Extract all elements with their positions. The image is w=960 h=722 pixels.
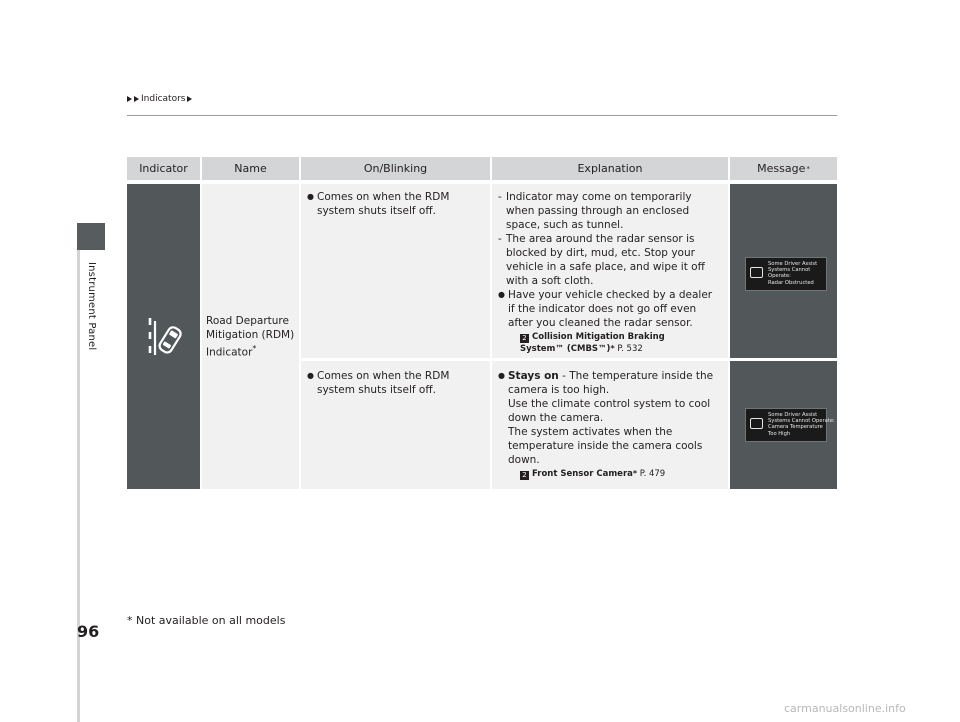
breadcrumb <box>127 94 192 104</box>
on-blinking-2: ● Comes on when the RDM system shuts itself off. <box>301 361 490 489</box>
header-rule <box>127 115 837 116</box>
message-cell-2 <box>730 361 837 489</box>
header-explanation: Explanation <box>492 157 728 180</box>
explanation-item: - Indicator may come on temporarily when passing through an enclosed space, such as tunnel. <box>498 191 692 231</box>
header-message: Message * <box>730 157 837 180</box>
explanation-item: ● Have your vehicle checked by a dealer if the indicator does not go off even after you cleaned the radar sensor. <box>498 289 713 329</box>
indicator-table <box>127 157 837 489</box>
radar-sensor-icon <box>750 267 763 278</box>
breadcrumb-arrow-icon <box>187 96 192 102</box>
breadcrumb-label[interactable]: Indicators <box>141 94 186 104</box>
camera-icon <box>750 418 763 429</box>
reference-arrow-icon: 2 <box>520 334 529 343</box>
radar-obstructed-message-screen: Some Driver Assist Systems Cannot Operate: Radar Obstructed <box>745 257 827 291</box>
rdm-indicator-icon <box>145 315 183 359</box>
footnote: * Not available on all models <box>127 614 286 627</box>
explanation-item: - The area around the radar sensor is blocked by dirt, mud, etc. Stop your vehicle in a safe place, and wipe it off with a soft cloth. <box>498 233 705 287</box>
section-tab-bar <box>77 250 80 722</box>
section-label: Instrument Panel <box>86 262 97 351</box>
page-number: 96 <box>77 622 100 641</box>
reference-arrow-icon: 2 <box>520 471 529 480</box>
watermark: carmanualsonline.info <box>784 702 906 715</box>
breadcrumb-arrow-icon <box>127 96 132 102</box>
message-cell-1 <box>730 184 837 358</box>
indicator-name: Road Departure Mitigation (RDM) Indicator* <box>202 184 299 489</box>
header-indicator: Indicator <box>127 157 200 180</box>
breadcrumb-arrow-icon <box>134 96 139 102</box>
camera-temperature-message-screen: Some Driver Assist Systems Cannot Operate: Camera Temperature Too High <box>745 408 827 442</box>
section-tab-block <box>77 223 105 250</box>
cross-reference-link[interactable]: 2 Collision Mitigation Braking System™ (CMBS™)* P. 532 <box>520 332 665 354</box>
rdm-indicator-cell <box>127 184 200 489</box>
on-blinking-1: ● Comes on when the RDM system shuts itself off. <box>301 184 490 358</box>
cross-reference-link[interactable]: 2 Front Sensor Camera* P. 479 <box>498 468 722 480</box>
header-on-blinking: On/Blinking <box>301 157 490 180</box>
explanation-1 <box>492 184 728 358</box>
header-name: Name <box>202 157 299 180</box>
explanation-2: ● Stays on - The temperature inside the camera is too high. Use the climate control system to cool down the camera. The system activates when the temperature inside the camera cools down. 2 Front Sensor Camera* P. 479 <box>492 361 728 489</box>
